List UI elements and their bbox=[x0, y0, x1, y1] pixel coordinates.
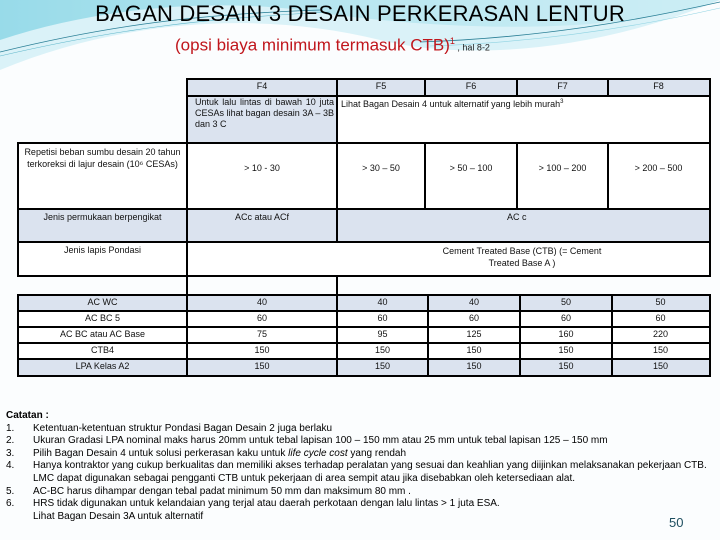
layer-label: AC BC atau AC Base bbox=[18, 327, 187, 343]
layer-value: 40 bbox=[428, 295, 520, 311]
slide-subtitle bbox=[175, 30, 490, 59]
layer-value: 150 bbox=[337, 359, 428, 376]
column-header-f4: F4 bbox=[187, 79, 337, 96]
repetisi-f5: > 30 – 50 bbox=[337, 143, 425, 209]
layer-value: 150 bbox=[520, 359, 612, 376]
note-item: 1. Ketentuan-ketentuan struktur Pondasi Bagan Desain 2 juga berlaku bbox=[6, 422, 333, 434]
layer-value: 60 bbox=[520, 311, 612, 327]
repetisi-f6: > 50 – 100 bbox=[425, 143, 517, 209]
layer-value: 150 bbox=[428, 359, 520, 376]
column-header-f5: F5 bbox=[337, 79, 425, 96]
layer-value: 150 bbox=[187, 343, 337, 359]
layer-value: 150 bbox=[428, 343, 520, 359]
repetisi-label: Repetisi beban sumbu desain 20 tahun terkoreksi di lajur desain (10⁶ CESAs) bbox=[18, 143, 187, 209]
column-header-f7: F7 bbox=[517, 79, 608, 96]
layer-value: 40 bbox=[187, 295, 337, 311]
column-header-f6: F6 bbox=[425, 79, 517, 96]
f5-f8-note-footnote: 3 bbox=[560, 99, 564, 105]
layer-label: AC WC bbox=[18, 295, 187, 311]
page-number: 50 bbox=[669, 515, 684, 530]
note-item: 6. HRS tidak digunakan untuk kelandaian yang terjal atau daerah perkotaan dengan lalu lintas > 1 juta ESA. bbox=[6, 498, 500, 510]
permukaan-f4: ACc atau ACf bbox=[187, 209, 337, 242]
permukaan-f5-f8: AC c bbox=[337, 209, 709, 242]
column-header-f8: F8 bbox=[608, 79, 709, 96]
repetisi-f7: > 100 – 200 bbox=[517, 143, 608, 209]
permukaan-label: Jenis permukaan berpengikat bbox=[18, 209, 187, 242]
layer-value: 60 bbox=[337, 311, 428, 327]
layer-value: 40 bbox=[337, 295, 428, 311]
slide-title: BAGAN DESAIN 3 DESAIN PERKERASAN LENTUR bbox=[95, 1, 625, 26]
layer-value: 220 bbox=[612, 327, 709, 343]
layer-label: LPA Kelas A2 bbox=[18, 359, 187, 376]
layer-value: 95 bbox=[337, 327, 428, 343]
pondasi-label: Jenis lapis Pondasi bbox=[18, 242, 187, 276]
layer-value: 60 bbox=[612, 311, 709, 327]
layer-value: 150 bbox=[187, 359, 337, 376]
note-item: Lihat Bagan Desain 3A untuk alternatif bbox=[33, 510, 204, 522]
note-item: 2. Ukuran Gradasi LPA nominal maks harus 20mm untuk tebal lapisan 100 – 150 mm atau 25 mm untuk tebal lapisan 125 – 150 mm bbox=[6, 435, 608, 447]
layer-value: 60 bbox=[428, 311, 520, 327]
subtitle-reference: , hal 8-2 bbox=[454, 42, 490, 53]
pondasi-value-text: Cement Treated Base (CTB) (= Cement Treated Base A ) bbox=[442, 246, 602, 268]
subtitle-text: (opsi biaya minimum termasuk CTB) bbox=[175, 35, 450, 55]
notes-heading: Catatan : bbox=[6, 410, 49, 421]
layer-value: 150 bbox=[337, 343, 428, 359]
note-item: 5. AC-BC harus dihampar dengan tebal padat minimum 50 mm dan maksimum 80 mm . bbox=[6, 485, 411, 497]
f5-f8-note-text: Lihat Bagan Desain 4 untuk alternatif yang lebih murah bbox=[341, 99, 561, 109]
layer-value: 150 bbox=[612, 359, 709, 376]
f4-note: Untuk lalu lintas di bawah 10 juta CESAs lihat bagan desain 3A – 3B dan 3 C bbox=[187, 96, 337, 143]
note-item: 3. Pilih Bagan Desain 4 untuk solusi perkerasan kaku untuk life cycle cost yang rendah bbox=[6, 447, 407, 459]
layer-value: 50 bbox=[520, 295, 612, 311]
layer-value: 150 bbox=[612, 343, 709, 359]
layer-value: 150 bbox=[520, 343, 612, 359]
layer-value: 50 bbox=[612, 295, 709, 311]
note-item: 4. Hanya kontraktor yang cukup berkualitas dan memiliki akses terhadap peralatan yang sesuai dan keahlian yang diijinkan melaksanakan pekerjaan CTB. LMC dapat digunakan sebagai pengganti CTB untuk pekerjaan di area sempit atau jika disebabkan oleh ketersediaan alat. bbox=[6, 460, 707, 484]
layer-value: 60 bbox=[187, 311, 337, 327]
pondasi-value bbox=[187, 242, 709, 276]
repetisi-f4: > 10 - 30 bbox=[187, 143, 337, 209]
layer-value: 75 bbox=[187, 327, 337, 343]
notes-section bbox=[6, 410, 714, 523]
layer-value: 160 bbox=[520, 327, 612, 343]
f5-f8-note bbox=[337, 96, 709, 143]
layer-label: CTB4 bbox=[18, 343, 187, 359]
layer-value: 125 bbox=[428, 327, 520, 343]
repetisi-f8: > 200 – 500 bbox=[608, 143, 709, 209]
subtitle-footnote: 1 bbox=[449, 36, 455, 46]
layer-label: AC BC 5 bbox=[18, 311, 187, 327]
